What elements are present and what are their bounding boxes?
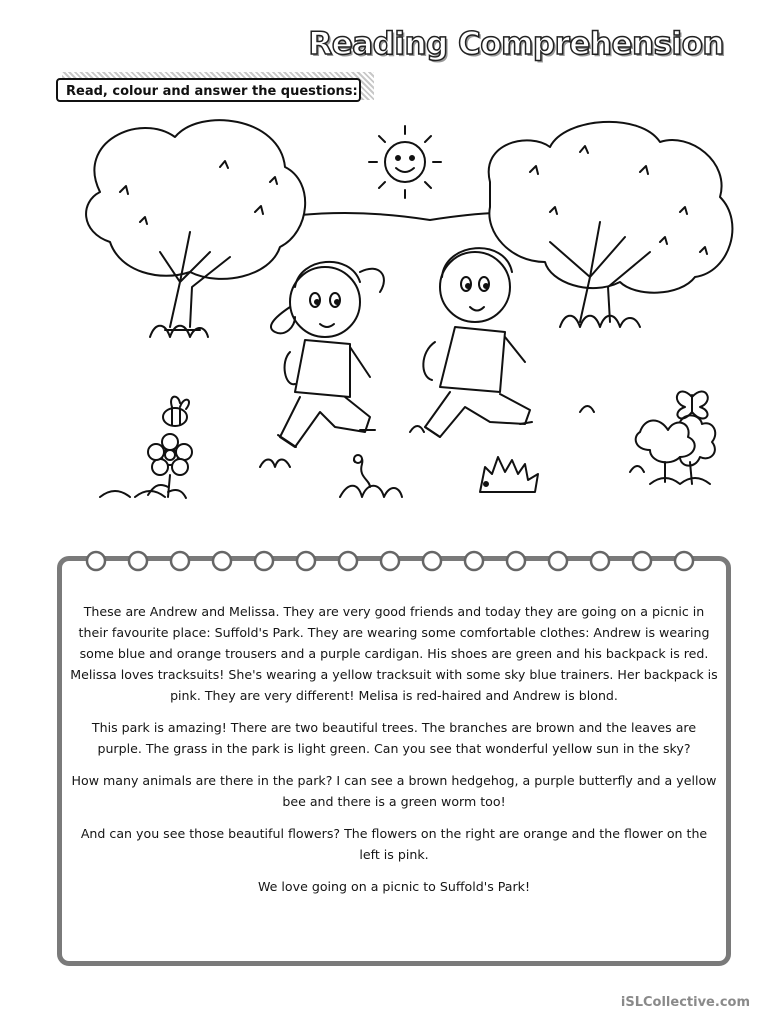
bee-icon bbox=[163, 397, 189, 426]
passage-text bbox=[70, 601, 718, 908]
passage-paragraph-4: And can you see those beautiful flowers? The flowers on the right are orange and the flower on the left is pink. bbox=[80, 826, 708, 862]
girl-icon bbox=[271, 262, 384, 447]
passage-paragraph-3: How many animals are there in the park? I can see a brown hedgehog, a purple butterfly and a yellow bee and there is a green worm too! bbox=[71, 773, 717, 809]
worm-icon bbox=[340, 455, 402, 497]
notebook-rings bbox=[62, 547, 736, 577]
sun-icon bbox=[369, 126, 441, 198]
boy-icon bbox=[423, 248, 532, 437]
page-title: Reading Comprehension bbox=[308, 26, 724, 62]
butterfly-icon bbox=[677, 392, 708, 419]
reading-passage-panel bbox=[57, 556, 731, 966]
site-watermark: iSLCollective.com bbox=[620, 995, 750, 1010]
park-illustration bbox=[80, 112, 750, 512]
hedgehog-icon bbox=[480, 457, 538, 492]
instructions-text: Read, colour and answer the questions: bbox=[56, 78, 361, 102]
instructions-banner bbox=[56, 72, 374, 106]
passage-paragraph-2: This park is amazing! There are two beautiful trees. The branches are brown and the leaves are purple. The grass in the park is light green. Can you see that wonderful yellow sun in the sky? bbox=[91, 720, 697, 756]
passage-paragraph-1: These are Andrew and Melissa. They are very good friends and today they are going on a picnic in their favourite place: Suffold's Park. They are wearing some comfortable clothes: Andrew is wearing some blue and orange trousers and a purple cardigan. His shoes are green and his backpack is red. Melissa loves tracksuits! She's wearing a yellow tracksuit with some sky blue trainers. Her backpack is pink. They are very different! Melisa is red-haired and Andrew is blond. bbox=[70, 604, 718, 703]
passage-paragraph-5: We love going on a picnic to Suffold's Park! bbox=[257, 879, 531, 894]
flower-icon bbox=[100, 434, 192, 498]
flowers-icon bbox=[636, 415, 716, 484]
tree-icon bbox=[86, 120, 305, 337]
tree-icon bbox=[489, 122, 733, 327]
